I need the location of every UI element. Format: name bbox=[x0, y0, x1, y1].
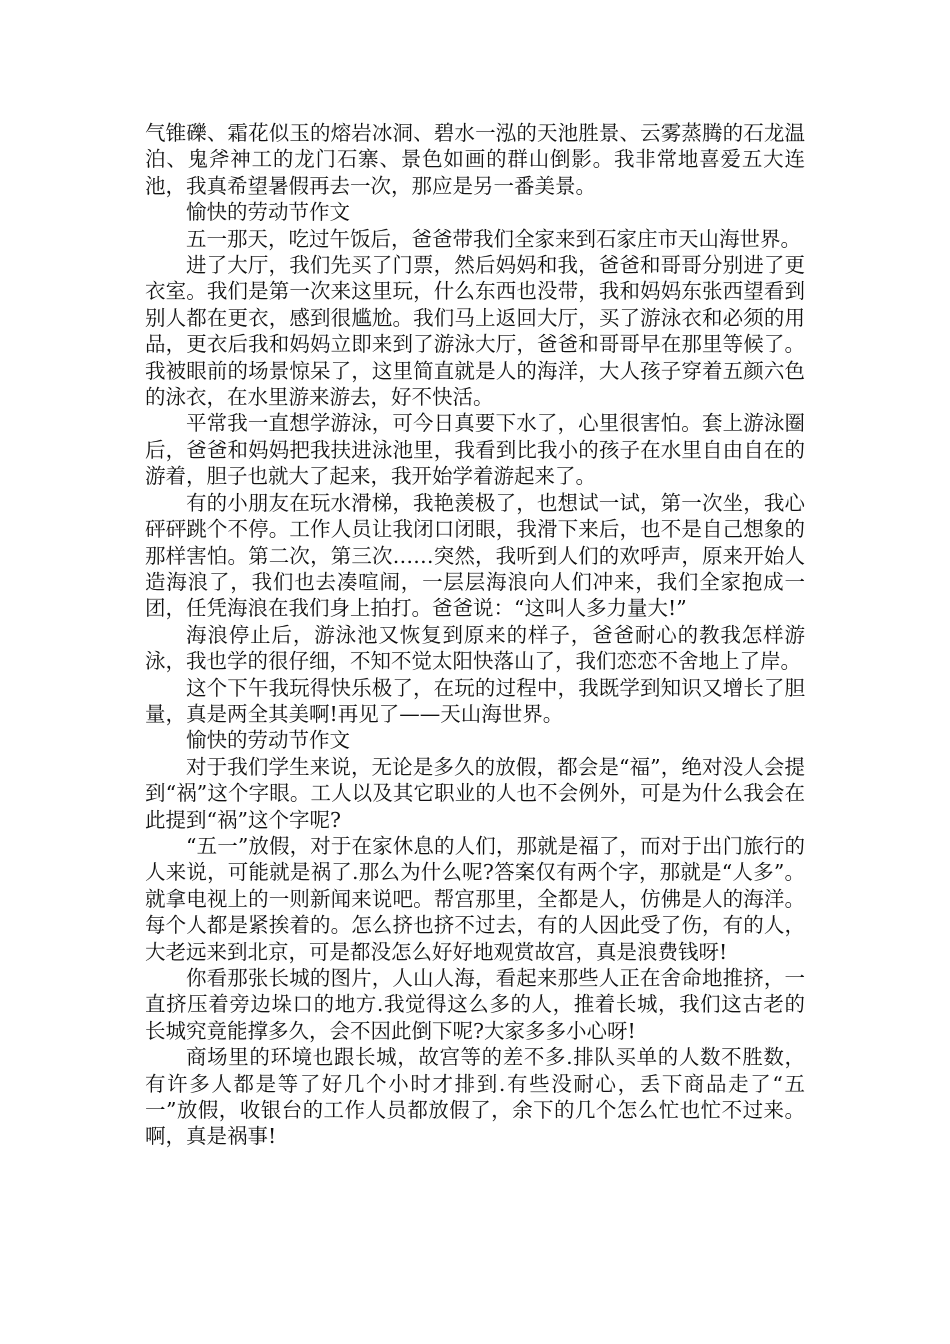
intro-paragraph: 气锥礫、霜花似玉的熔岩冰洞、碧水一泓的天池胜景、云雾蒸腾的石龙温泊、鬼斧神工的龙门石寨、景色如画的群山倒影。我非常地喜爱五大连池，我真希望暑假再去一次，那应是另一番美景。 bbox=[145, 121, 805, 198]
essay2-paragraph-4: 商场里的环境也跟长城，故宫等的差不多.排队买单的人数不胜数，有许多人都是等了好几个小时才排到.有些没耐心，丢下商品走了“五一”放假，收银台的工作人员都放假了，余下的几个怎么忙也忙不过来。啊，真是祸事! bbox=[145, 1045, 805, 1149]
essay2-paragraph-1: 对于我们学生来说，无论是多久的放假，都会是“福”，绝对没人会提到“祸”这个字眼。工人以及其它职业的人也不会例外，可是为什么我会在此提到“祸”这个字呢? bbox=[145, 754, 805, 832]
document-page bbox=[145, 120, 805, 1150]
essay2-paragraph-3: 你看那张长城的图片，人山人海，看起来那些人正在舍命地推挤，一直挤压着旁边垛口的地方.我觉得这么多的人，推着长城，我们这古老的长城究竟能撑多久，会不因此倒下呢?大家多多小心呀! bbox=[145, 966, 805, 1043]
essay1-title: 愉快的劳动节作文 bbox=[186, 200, 350, 225]
essay1-paragraph-6: 这个下午我玩得快乐极了，在玩的过程中，我既学到知识又增长了胆量，真是两全其美啊!再见了——天山海世界。 bbox=[145, 675, 805, 726]
essay1-paragraph-1: 五一那天，吃过午饭后，爸爸带我们全家来到石家庄市天山海世界。 bbox=[186, 226, 801, 251]
essay1-paragraph-2: 进了大厅，我们先买了门票，然后妈妈和我，爸爸和哥哥分别进了更衣室。我们是第一次来这里玩，什么东西也没带，我和妈妈东张西望看到别人都在更衣，感到很尴尬。我们马上返回大厅，买了游泳衣和必须的用品，更衣后我和妈妈立即来到了游泳大厅，爸爸和哥哥早在那里等候了。我被眼前的场景惊呆了，这里简直就是人的海洋，大人孩子穿着五颜六色的泳衣，在水里游来游去，好不快活。 bbox=[145, 253, 805, 410]
essay1-paragraph-5: 海浪停止后，游泳池又恢复到原来的样子，爸爸耐心的教我怎样游泳，我也学的很仔细，不知不觉太阳快落山了，我们恋恋不舍地上了岸。 bbox=[145, 622, 805, 674]
essay2-title: 愉快的劳动节作文 bbox=[186, 728, 350, 753]
essay1-paragraph-3: 平常我一直想学游泳，可今日真要下水了，心里很害怕。套上游泳圈后，爸爸和妈妈把我扶进泳池里，我看到比我小的孩子在水里自由自在的游着，胆子也就大了起来，我开始学着游起来了。 bbox=[145, 411, 805, 489]
essay1-paragraph-4: 有的小朋友在玩水滑梯，我艳羡极了，也想试一试，第一次坐，我心砰砰跳个不停。工作人员让我闭口闭眼，我滑下来后，也不是自己想象的那样害怕。第二次，第三次……突然，我听到人们的欢呼声，原来开始人造海浪了，我们也去凑喧闹，一层层海浪向人们冲来，我们全家抱成一团，任凭海浪在我们身上拍打。爸爸说：“这叫人多力量大!” bbox=[145, 490, 805, 621]
essay2-paragraph-2: “五一”放假，对于在家休息的人们，那就是福了，而对于出门旅行的人来说，可能就是祸了.那么为什么呢?答案仅有两个字，那就是“人多”。就拿电视上的一则新闻来说吧。帮宫那里，全都是人，仿佛是人的海洋。每个人都是紧挨着的。怎么挤也挤不过去，有的人因此受了伤，有的人，大老远来到北京，可是都没怎么好好地观赏故宫，真是浪费钱呀! bbox=[145, 833, 805, 964]
